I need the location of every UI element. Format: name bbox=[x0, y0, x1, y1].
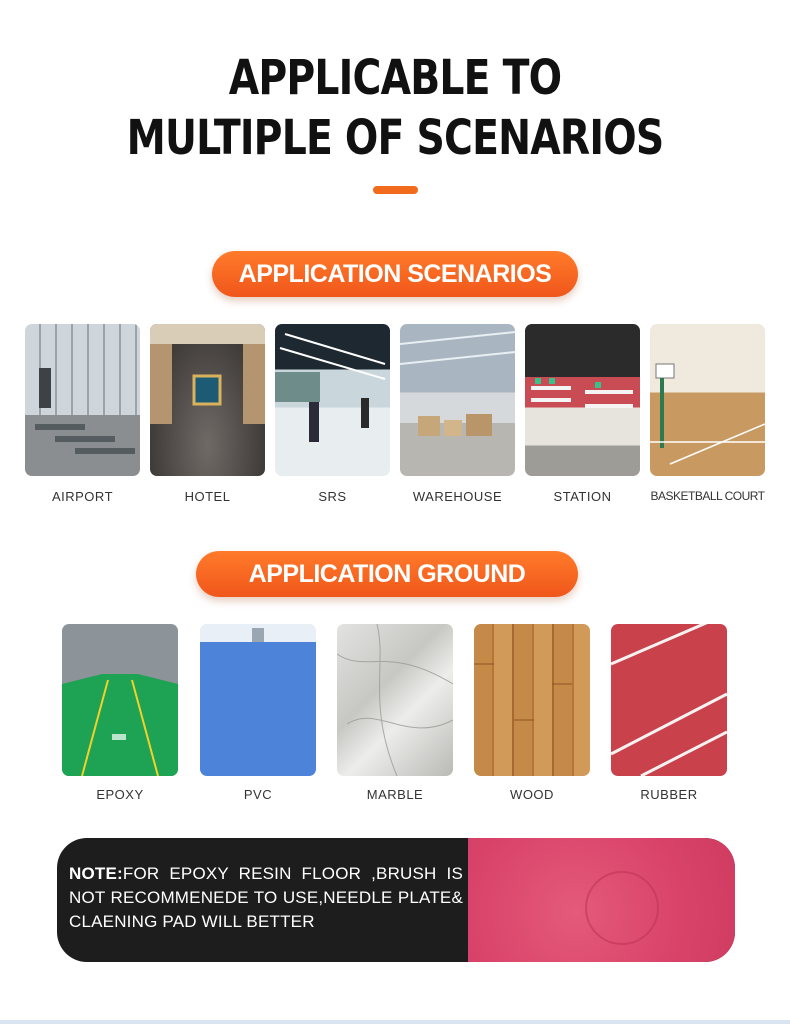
wood-photo bbox=[474, 624, 590, 776]
airport-photo bbox=[25, 324, 140, 476]
note-prefix: NOTE: bbox=[69, 864, 123, 883]
ground-label-marble: MARBLE bbox=[366, 787, 424, 802]
note-banner bbox=[57, 838, 735, 962]
ground-label-rubber: RUBBER bbox=[640, 787, 698, 802]
warehouse-photo bbox=[400, 324, 515, 476]
application-scenarios-heading: APPLICATION SCENARIOS bbox=[212, 251, 578, 297]
marble-photo bbox=[337, 624, 453, 776]
supermarket-shelves-illustration bbox=[525, 324, 640, 476]
pvc-floor-illustration bbox=[200, 624, 316, 776]
scenario-label-airport: AIRPORT bbox=[51, 489, 114, 504]
scenario-label-hotel: HOTEL bbox=[184, 489, 231, 504]
scenario-label-srs: SRS bbox=[318, 489, 347, 504]
scenario-label-station: STATION bbox=[553, 489, 612, 504]
note-body: FOR EPOXY RESIN FLOOR ,BRUSH IS NOT RECOMMENEDE TO USE,NEEDLE PLATE& CLAENING PAD WILL BETTER bbox=[69, 864, 463, 931]
ground-label-epoxy: EPOXY bbox=[96, 787, 144, 802]
epoxy-corridor-illustration bbox=[62, 624, 178, 776]
cleaning-pad-photo bbox=[468, 838, 735, 962]
scenario-label-warehouse: WAREHOUSE bbox=[412, 489, 503, 504]
airport-seats-illustration bbox=[25, 324, 140, 476]
wood-planks-illustration bbox=[474, 624, 590, 776]
bottom-divider bbox=[0, 1020, 790, 1024]
subway-platform-illustration bbox=[275, 324, 390, 476]
note-text bbox=[69, 862, 463, 934]
cleaning-pad-illustration bbox=[468, 838, 735, 962]
station-photo bbox=[525, 324, 640, 476]
basketball-court-photo bbox=[650, 324, 765, 476]
epoxy-photo bbox=[62, 624, 178, 776]
pvc-photo bbox=[200, 624, 316, 776]
ground-label-pvc: PVC bbox=[243, 787, 273, 802]
basketball-hoop-illustration bbox=[650, 324, 765, 476]
srs-photo bbox=[275, 324, 390, 476]
scenario-label-basketball-court: BASKETBALL COURT bbox=[650, 489, 765, 503]
page-title-line-1: APPLICABLE TO bbox=[228, 50, 562, 106]
application-ground-heading: APPLICATION GROUND bbox=[196, 551, 578, 597]
rubber-photo bbox=[611, 624, 727, 776]
title-accent-divider bbox=[373, 186, 418, 194]
ground-label-wood: WOOD bbox=[510, 787, 554, 802]
running-track-illustration bbox=[611, 624, 727, 776]
hotel-corridor-illustration bbox=[150, 324, 265, 476]
hotel-photo bbox=[150, 324, 265, 476]
page-title-line-2: MULTIPLE OF SCENARIOS bbox=[126, 110, 664, 166]
warehouse-interior-illustration bbox=[400, 324, 515, 476]
marble-texture-illustration bbox=[337, 624, 453, 776]
